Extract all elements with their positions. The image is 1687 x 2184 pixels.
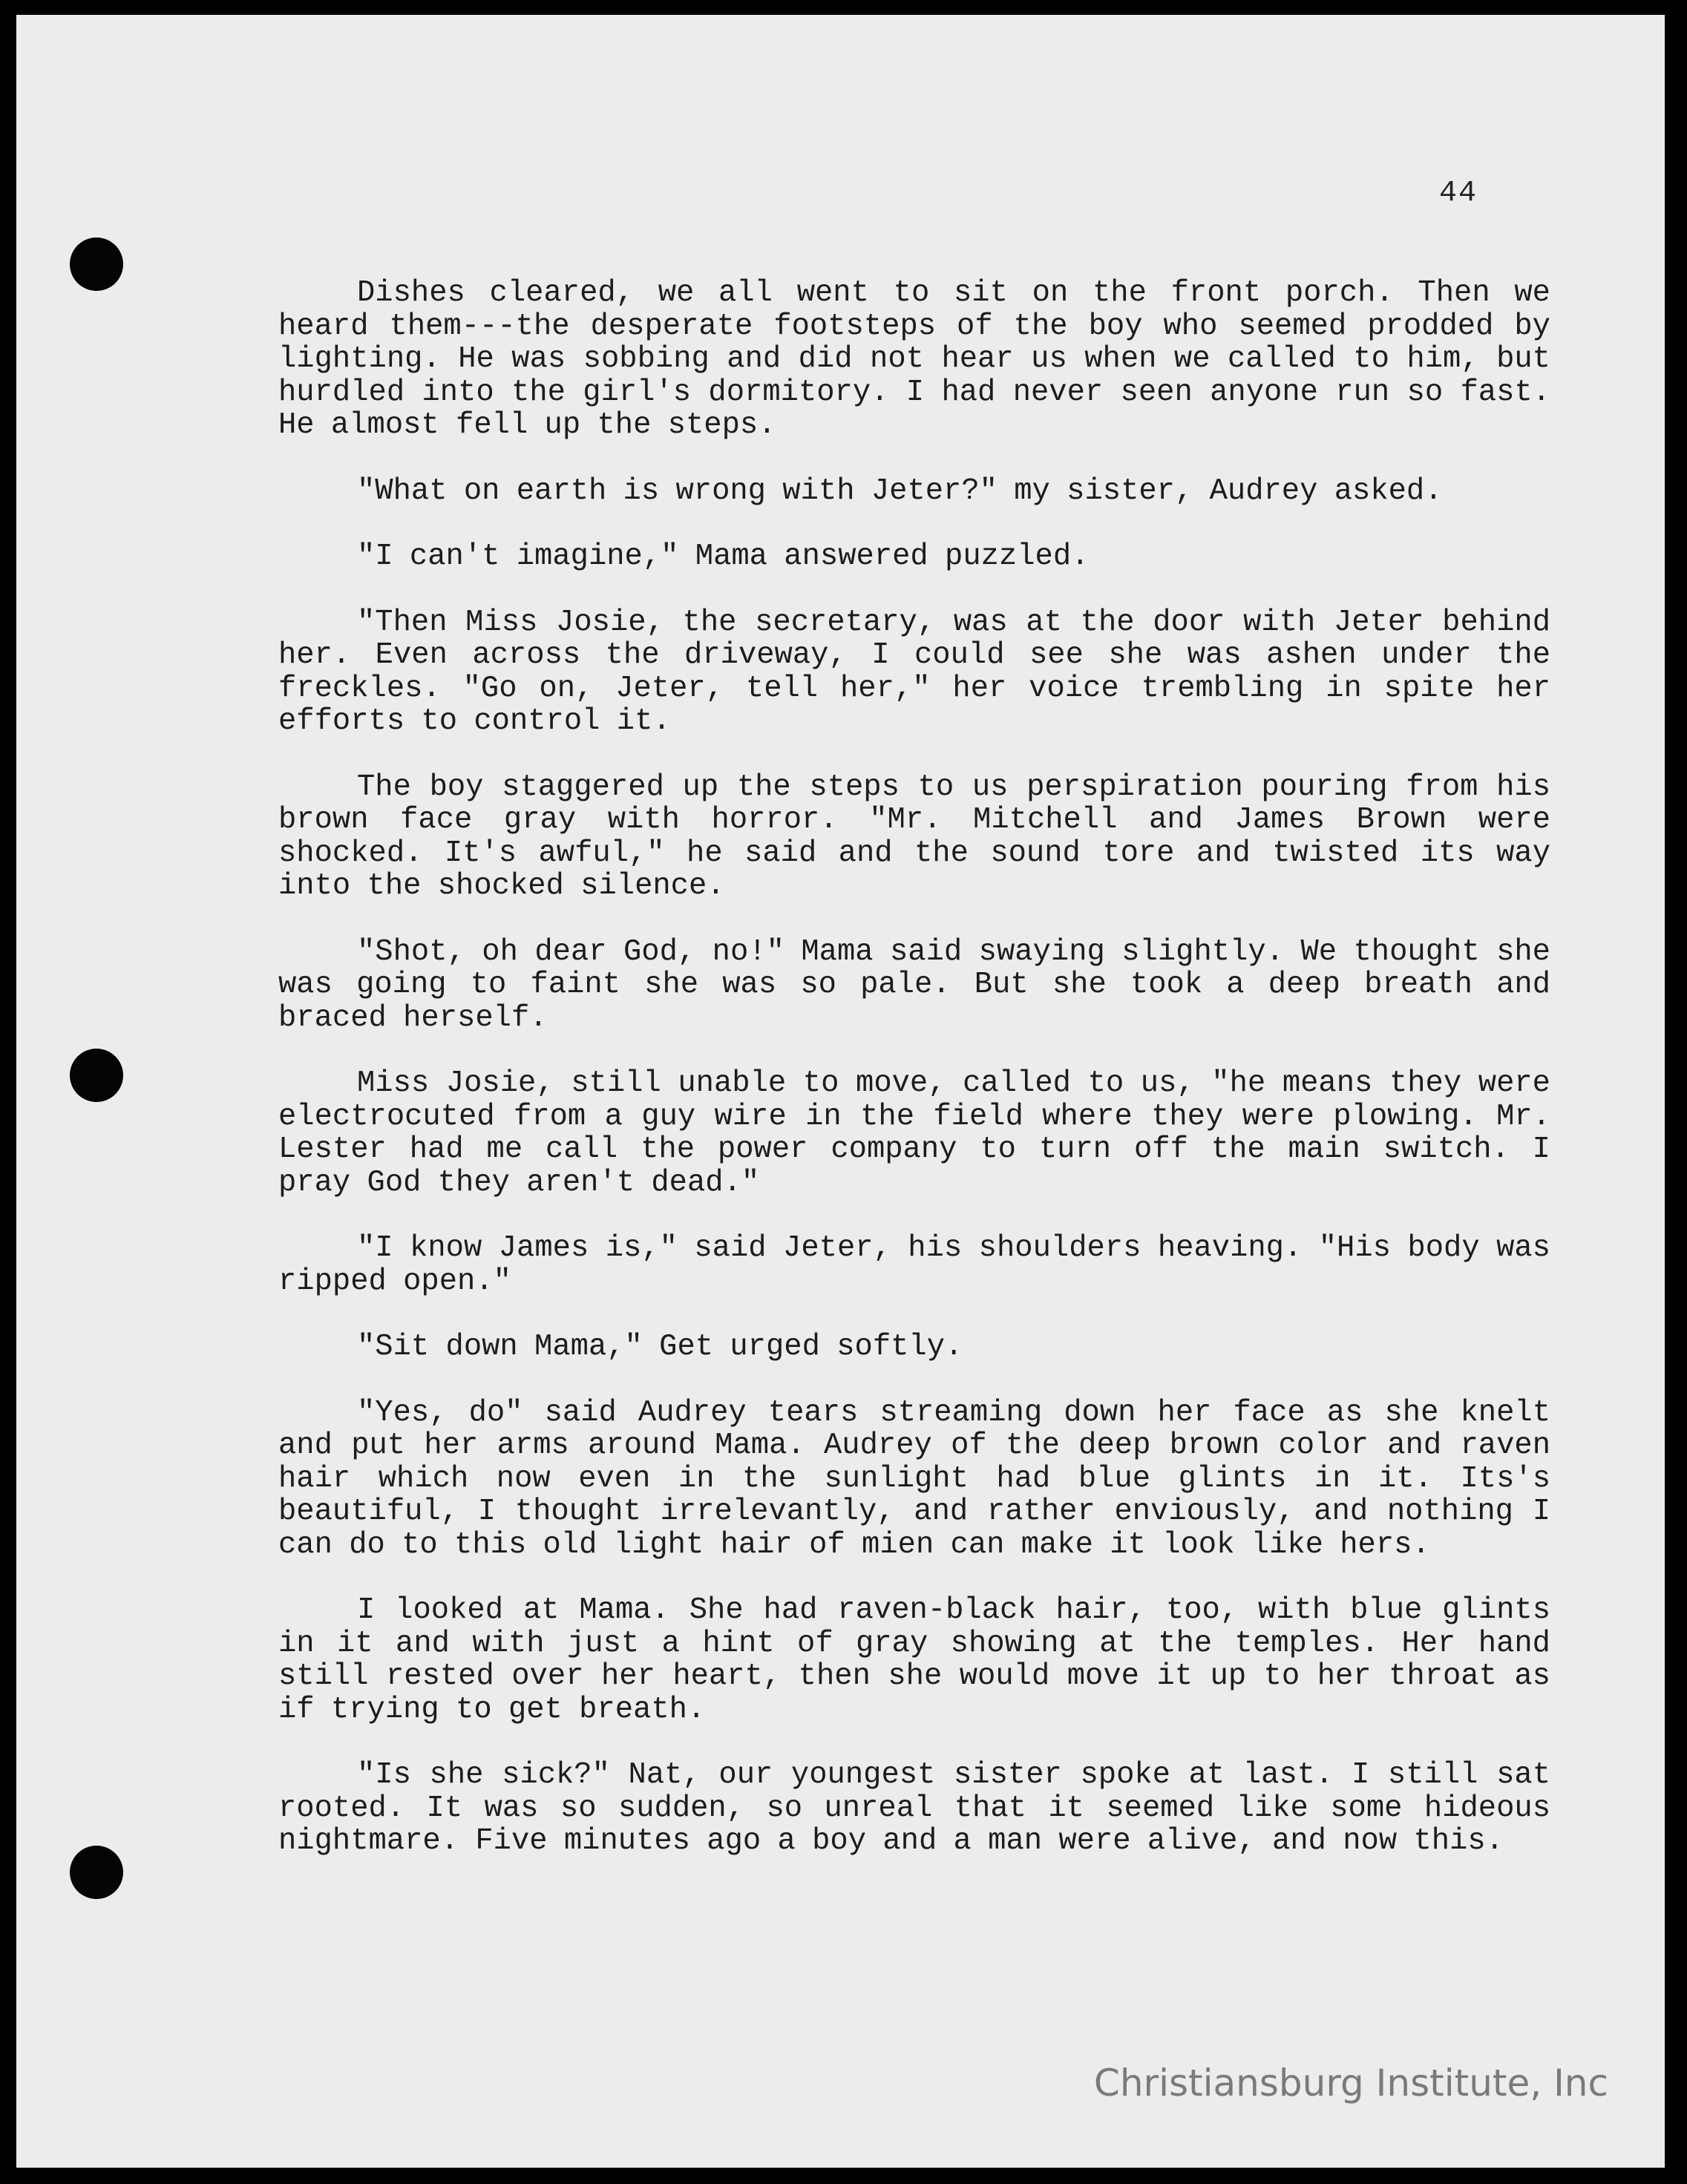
paragraph: "Then Miss Josie, the secretary, was at the door with Jeter behind her. Even across the driveway, I could see she was ashen under the freckles. "Go on, Jeter, tell her," her voice trembling in spite her efforts to control it. (278, 605, 1550, 738)
binder-hole-middle (70, 1049, 123, 1102)
paragraph: "Shot, oh dear God, no!" Mama said swaying slightly. We thought she was going to faint she was so pale. But she took a deep breath and braced herself. (278, 934, 1550, 1035)
paragraph: "Is she sick?" Nat, our youngest sister spoke at last. I still sat rooted. It was so sudden, so unreal that it seemed like some hideous nightmare. Five minutes ago a boy and a man were alive, and now this. (278, 1758, 1550, 1858)
paragraph: Miss Josie, still unable to move, called to us, "he means they were electrocuted from a guy wire in the field where they were plowing. Mr. Lester had me call the power company to turn off the main switch. I pray God they aren't dead." (278, 1066, 1550, 1200)
paragraph: I looked at Mama. She had raven-black hair, too, with blue glints in it and with just a hint of gray showing at the temples. Her hand still rested over her heart, then she would move it up to her throat as if trying to get breath. (278, 1593, 1550, 1727)
paragraph: "Yes, do" said Audrey tears streaming down her face as she knelt and put her arms around Mama. Audrey of the deep brown color and raven hair which now even in the sunlight had blue glints in it. Its's beautiful, I thought irrelevantly, and rather enviously, and nothing I can do to this old light hair of mien can make it look like hers. (278, 1395, 1550, 1562)
manuscript-page (16, 15, 1665, 2168)
binder-hole-top (70, 237, 123, 291)
page-number: 44 (1439, 177, 1478, 210)
paragraph: "What on earth is wrong with Jeter?" my sister, Audrey asked. (357, 473, 1443, 508)
paragraph: "I can't imagine," Mama answered puzzled. (357, 540, 1090, 574)
paragraph: "I know James is," said Jeter, his shoulders heaving. "His body was ripped open." (278, 1231, 1550, 1299)
paragraph: The boy staggered up the steps to us perspiration pouring from his brown face gray with horror. "Mr. Mitchell and James Brown were shocked. It's awful," he said and the sound tore and twisted its way into the shocked silence. (278, 770, 1550, 903)
watermark: Christiansburg Institute, Inc (1093, 2062, 1608, 2105)
paragraph: Dishes cleared, we all went to sit on the front porch. Then we heard them---the desperate footsteps of the boy who seemed prodded by lighting. He was sobbing and did not hear us when we called to him, but hurdled into the girl's dormitory. I had never seen anyone run so fast. He almost fell up the steps. (278, 276, 1550, 442)
typed-text-body (278, 277, 1550, 1891)
binder-hole-bottom (70, 1846, 123, 1899)
paragraph: "Sit down Mama," Get urged softly. (357, 1330, 963, 1364)
